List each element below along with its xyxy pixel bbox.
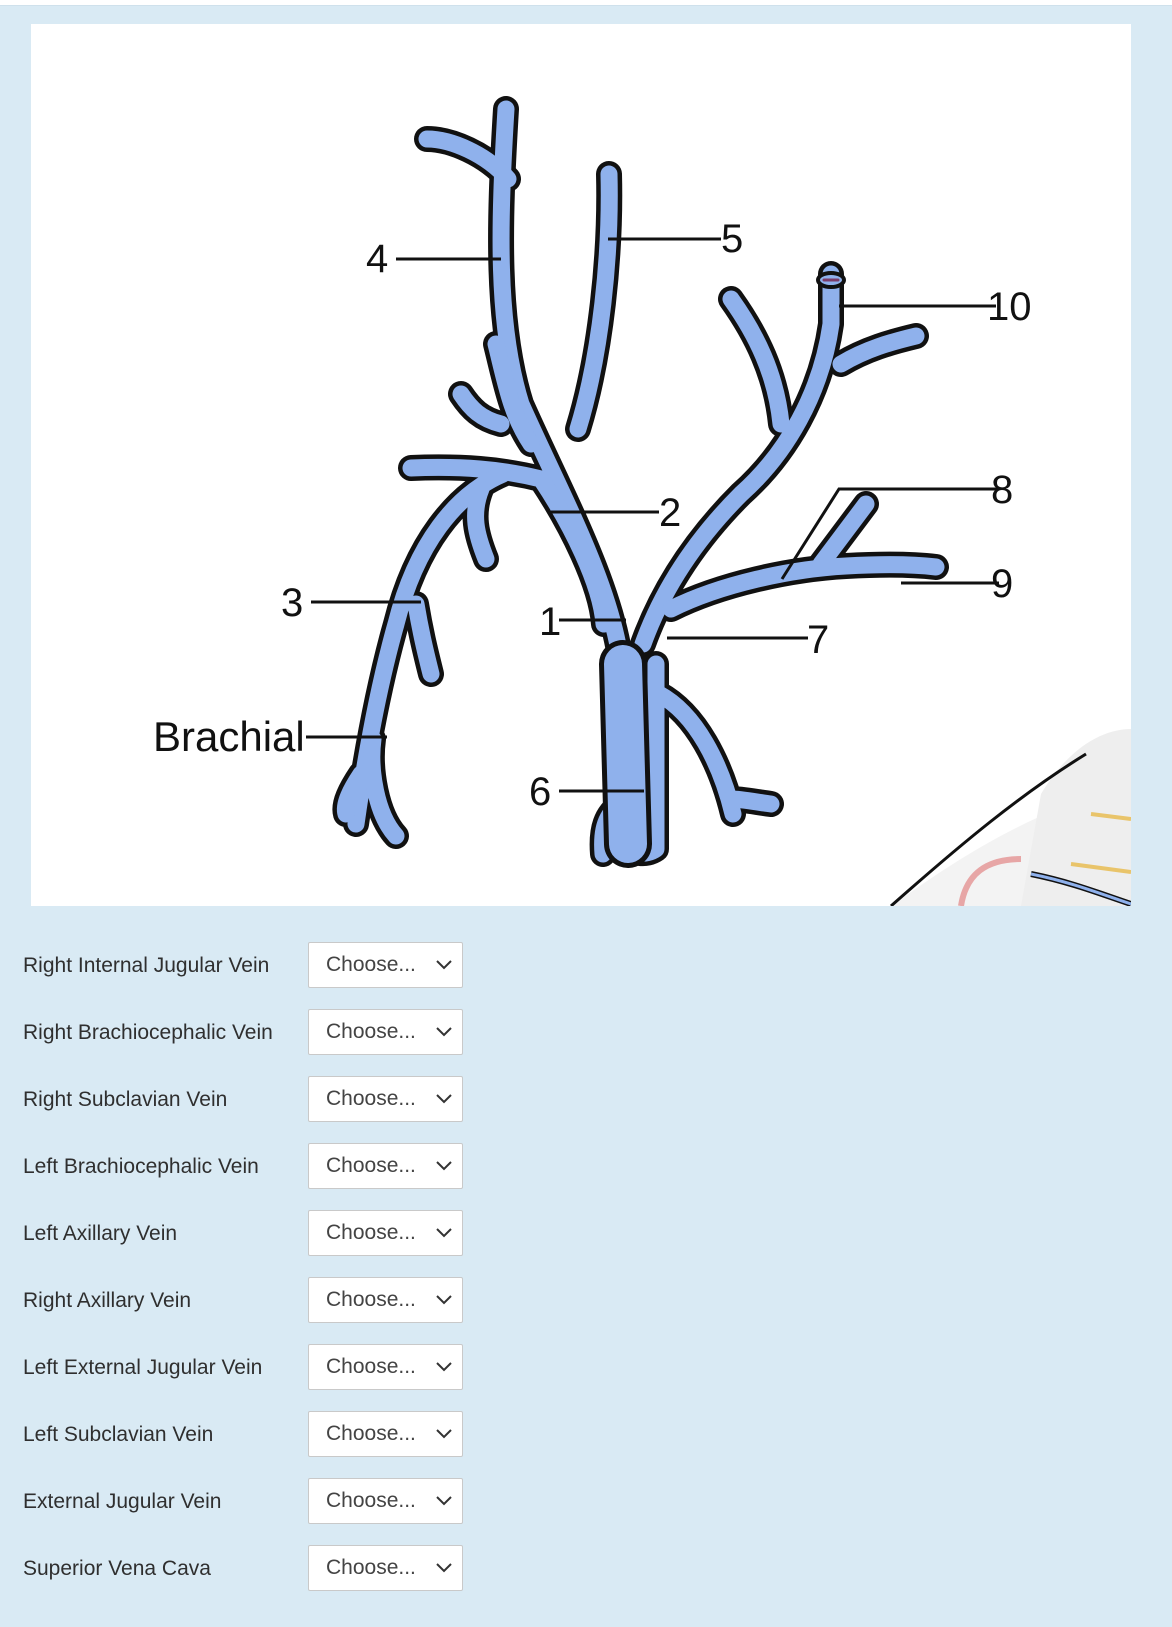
answer-select[interactable] <box>308 1009 463 1055</box>
answer-row <box>0 1411 600 1459</box>
row-label: Right Internal Jugular Vein <box>23 954 270 977</box>
label-3: 3 <box>281 581 304 625</box>
chevron-down-icon <box>435 1428 453 1440</box>
row-label: Left Axillary Vein <box>23 1222 178 1245</box>
label-7: 7 <box>807 618 830 662</box>
answer-row <box>0 942 600 990</box>
chevron-down-icon <box>435 1562 453 1574</box>
label-5: 5 <box>721 217 744 261</box>
select-value: Choose... <box>326 1154 416 1177</box>
answer-select[interactable] <box>308 1545 463 1591</box>
label-brachial: Brachial <box>153 713 305 760</box>
row-label: Left Brachiocephalic Vein <box>23 1155 259 1178</box>
answer-select[interactable] <box>308 942 463 988</box>
row-label: Left External Jugular Vein <box>23 1356 263 1379</box>
answer-row <box>0 1009 600 1057</box>
answer-row <box>0 1076 600 1124</box>
answer-select[interactable] <box>308 1411 463 1457</box>
answer-select[interactable] <box>308 1076 463 1122</box>
vein-diagram <box>31 24 1131 906</box>
chevron-down-icon <box>435 1294 453 1306</box>
chevron-down-icon <box>435 1227 453 1239</box>
row-label: Right Axillary Vein <box>23 1289 192 1312</box>
row-label: Right Brachiocephalic Vein <box>23 1021 273 1044</box>
corner-illustration <box>891 729 1131 906</box>
select-value: Choose... <box>326 1087 416 1110</box>
select-value: Choose... <box>326 1020 416 1043</box>
answer-select[interactable] <box>308 1478 463 1524</box>
answer-row <box>0 1210 600 1258</box>
row-label: External Jugular Vein <box>23 1490 222 1513</box>
chevron-down-icon <box>435 1361 453 1373</box>
label-2: 2 <box>659 491 682 535</box>
label-8: 8 <box>991 468 1014 512</box>
chevron-down-icon <box>435 1026 453 1038</box>
label-6: 6 <box>529 770 552 814</box>
answer-select[interactable] <box>308 1143 463 1189</box>
select-value: Choose... <box>326 1422 416 1445</box>
select-value: Choose... <box>326 1288 416 1311</box>
question-panel <box>0 5 1172 1627</box>
row-label: Right Subclavian Vein <box>23 1088 228 1111</box>
answer-row <box>0 1545 600 1593</box>
label-10: 10 <box>987 285 1032 329</box>
chevron-down-icon <box>435 1160 453 1172</box>
answer-row <box>0 1143 600 1191</box>
chevron-down-icon <box>435 1093 453 1105</box>
select-value: Choose... <box>326 1489 416 1512</box>
select-value: Choose... <box>326 1556 416 1579</box>
select-value: Choose... <box>326 953 416 976</box>
answer-row <box>0 1478 600 1526</box>
label-9: 9 <box>991 562 1014 606</box>
answer-select[interactable] <box>308 1344 463 1390</box>
chevron-down-icon <box>435 1495 453 1507</box>
label-4: 4 <box>366 237 389 281</box>
answer-select[interactable] <box>308 1210 463 1256</box>
answer-row <box>0 1344 600 1392</box>
chevron-down-icon <box>435 959 453 971</box>
row-label: Superior Vena Cava <box>23 1557 211 1580</box>
answer-select[interactable] <box>308 1277 463 1323</box>
answer-row <box>0 1277 600 1325</box>
label-1: 1 <box>539 600 562 644</box>
select-value: Choose... <box>326 1355 416 1378</box>
select-value: Choose... <box>326 1221 416 1244</box>
row-label: Left Subclavian Vein <box>23 1423 214 1446</box>
